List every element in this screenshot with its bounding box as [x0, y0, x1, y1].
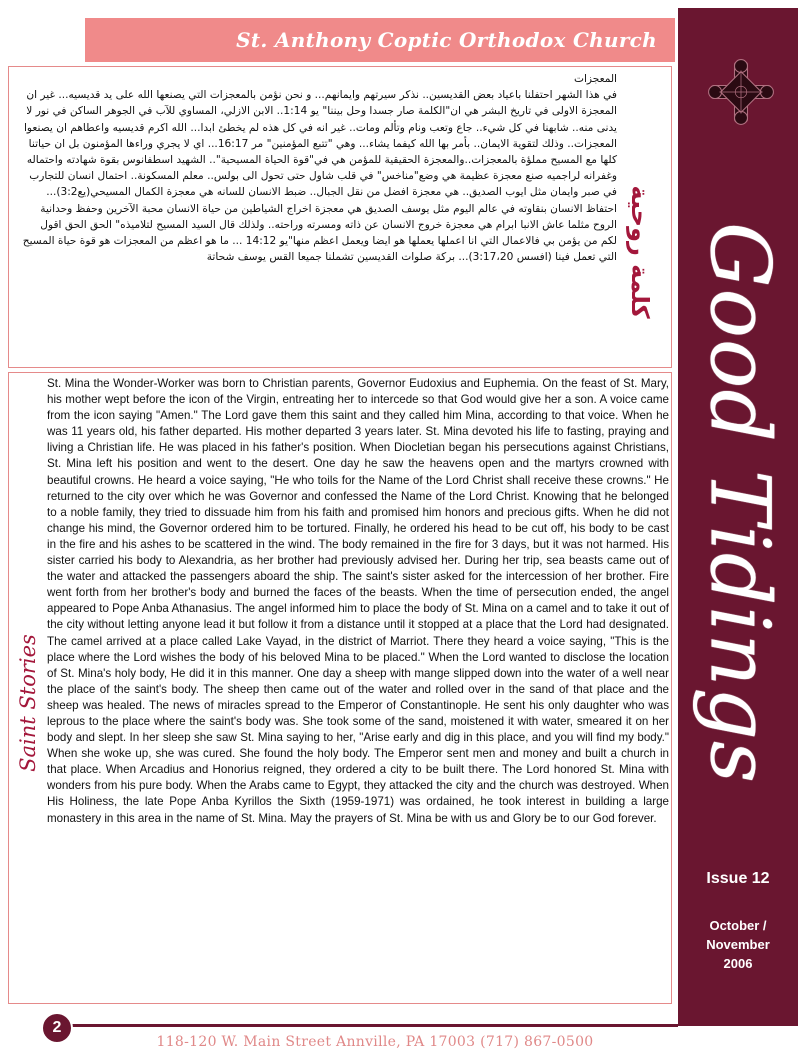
page-number-badge: 2	[41, 1012, 73, 1044]
masthead-title: Good Tidings	[691, 222, 787, 784]
header-banner	[85, 18, 675, 62]
saint-stories-label: Saint Stories	[16, 634, 40, 772]
arabic-article-body: المعجزات في هذا الشهر احتفلنا باعياد بعض القديسين.. نذكر سيرتهم وايمانهم... و نحن نؤمن بالمعجزات التي يصنعها الله على يد قديسيه... غير ان المعجزة الاولى في تاريخ البشر هي ان"الكلمة صار جسدا وحل بيننا" يو 1:14.. الابن الازلي، المساوي للآب في الجوهر الساكن في نور لا يدنى منه.. شابهنا في كل شيء.. جاع وتعب ونام وتألم ومات.. غير انه في كل هذه لم يخطئ ابدا... الله اكرم قديسيه واعطاهم ان يصنعوا المعجزات.. وذلك لتقوية الايمان.. بأمر بها الله كيفما يشاء... وهي "تتبع المؤمنين" مر 16:17... اي لا يجري وراءها المؤمنون بل ان حياتنا كلها مع المسيح مملؤة بالمعجزات..والمعجزة الحقيقية للمؤمن هي في"قوة الحياة المسيحية".. الشهيد اسطفانوس بقوة شهادته واحتماله وغفرانه لراجميه صنع معجزة عظيمة هي وضع"مناخس" في قلب شاول حتى تحول الى بولس.. معلم المسكونة.. احتمال انسان للتجارب في صبر وايمان مثل ايوب الصديق.. هي معجزة افضل من نقل الجبال.. ضبط الانسان للسانه هي معجزة الكمال المسيحي(يع3:2)... احتفاظ الانسان بنقاوته في عالم اليوم مثل يوسف الصديق هي معجزة اخراج الشياطين من حياة الانسان محبة الآخرين وحفظ وحدانية الروح مثلما عاش الانبا ابرام هي معجزة خروج الانسان عن ذاته ومسرته وراحته.. ولذلك قال السيد المسيح لتلاميذه" الحق الحق اقول لكم من يؤمن بي فالاعمال التي انا اعملها يعملها هو ايضا ويعمل اعظم منها"يو 14:12 ... ما هو اعظم من المعجزات هو قوة حياة المسيح التي تعمل فينا (افسس 3:17،20)... بركة صلوات القديسين تشملنا جميعا القس يوسف شحاتة	[22, 73, 617, 264]
church-name: St. Anthony Coptic Orthodox Church	[236, 28, 657, 52]
saint-stories-label-area	[9, 553, 47, 853]
issue-number: Issue 12	[706, 870, 770, 887]
arabic-section-title-area	[615, 177, 665, 327]
arabic-article	[8, 66, 672, 368]
issue-date-line2: November	[706, 937, 770, 952]
arabic-section-title: كلمة روحية	[626, 185, 654, 319]
saint-story-article	[8, 372, 672, 1004]
sidebar	[678, 8, 798, 1026]
church-address: 118-120 W. Main Street Annville, PA 17003 (717) 867-0500	[156, 1034, 594, 1050]
issue-date-line1: October /	[709, 918, 767, 933]
masthead-area	[689, 148, 789, 858]
saint-story-body: St. Mina the Wonder-Worker was born to Christian parents, Governor Eudoxius and Euphemia. On the feast of St. Mary, his mother wept before the icon of the Virgin, entreating her to intercede so that God would give her a son. A voice came from the icon saying "Amen." The Lord gave them this saint and they called him Mina, according to that voice. When he was 11 years old, his father departed. His mother departed 3 years later. St. Mina devoted his life to fasting, praying and living a Christian life. He was placed in his father's position. When Diocletian began his persecutions against Christians, St. Mina left his position and went to the desert. One day he saw the heavens open and the martyrs crowned with beautiful crowns. He heard a voice saying, "He who toils for the Name of the Lord Christ shall receive these crowns." He returned to the city over which he was Governor and confessed the Name of the Lord Christ. Knowing that he belonged to a noble family, they tried to dissuade him from his faith and promised him honors and precious gifts. When he did not change his mind, the Governor ordered him to be tortured. Finally, he ordered his head to be cut off, his body to be cast in the fire and his ashes to be scattered in the wind. The body remained in the fire for 3 days, but it was not harmed. His sister carried his body to Alexandria, as her brother had previously advised her. During her trip, sea beasts came out of the water and attacked the passengers aboard the ship. The saint's sister asked for the intercession of her brother. Fire went forth from her brother's body and burned the faces of the beasts. When the time of persecution ended, the angel appeared to Pope Anba Athanasius. The angel informed him to place the body of St. Mina on a camel and to take it out of the city without letting anyone lead it but follow it from a distance until it stopped at a place that the Lord had designated. The camel arrived at a place called Lake Vayad, in the district of Marriot. There they heard a voice saying, "This is the place where the Lord wishes the body of his beloved Mina to be placed." When the Lord wanted to disclose the location of St. Mina's holy body, He did it in this manner. One day a sheep with mange slipped down into the water of a well near the place of the saint's body. The sheep then came out of the water and rolled over in the sand of that place and the sheep was healed. The news of miracles spread to the Emperor of Constantinople. He sent his only daughter who was leprous to the place where the saint's body was. She took some of the sand, moistened it with water, smeared it on her body and slept. In her sleep she saw St. Mina saying to her, "Arise early and dig in this place, and you will find my body." When she woke up, she was cured. She found the holy body. The Emperor sent men and money and built a church in that place. When Arcadius and Honorius reigned, they ordered a city to be built there. The Lord honored St. Mina with wonders from his pure body. When the Arabs came to Egypt, they attacked the city and the church was destroyed. When His Holiness, the late Pope Anba Kyrillos the Sixth (1959-1971) was ordained, he took interest in building a large monastery in this area in the name of St. Mina. May the prayers of St. Mina be with us and Glory be to our God forever.	[47, 377, 669, 825]
issue-date-line3: 2006	[723, 956, 753, 971]
footer-divider	[44, 1024, 678, 1027]
coptic-cross-icon	[705, 56, 777, 128]
